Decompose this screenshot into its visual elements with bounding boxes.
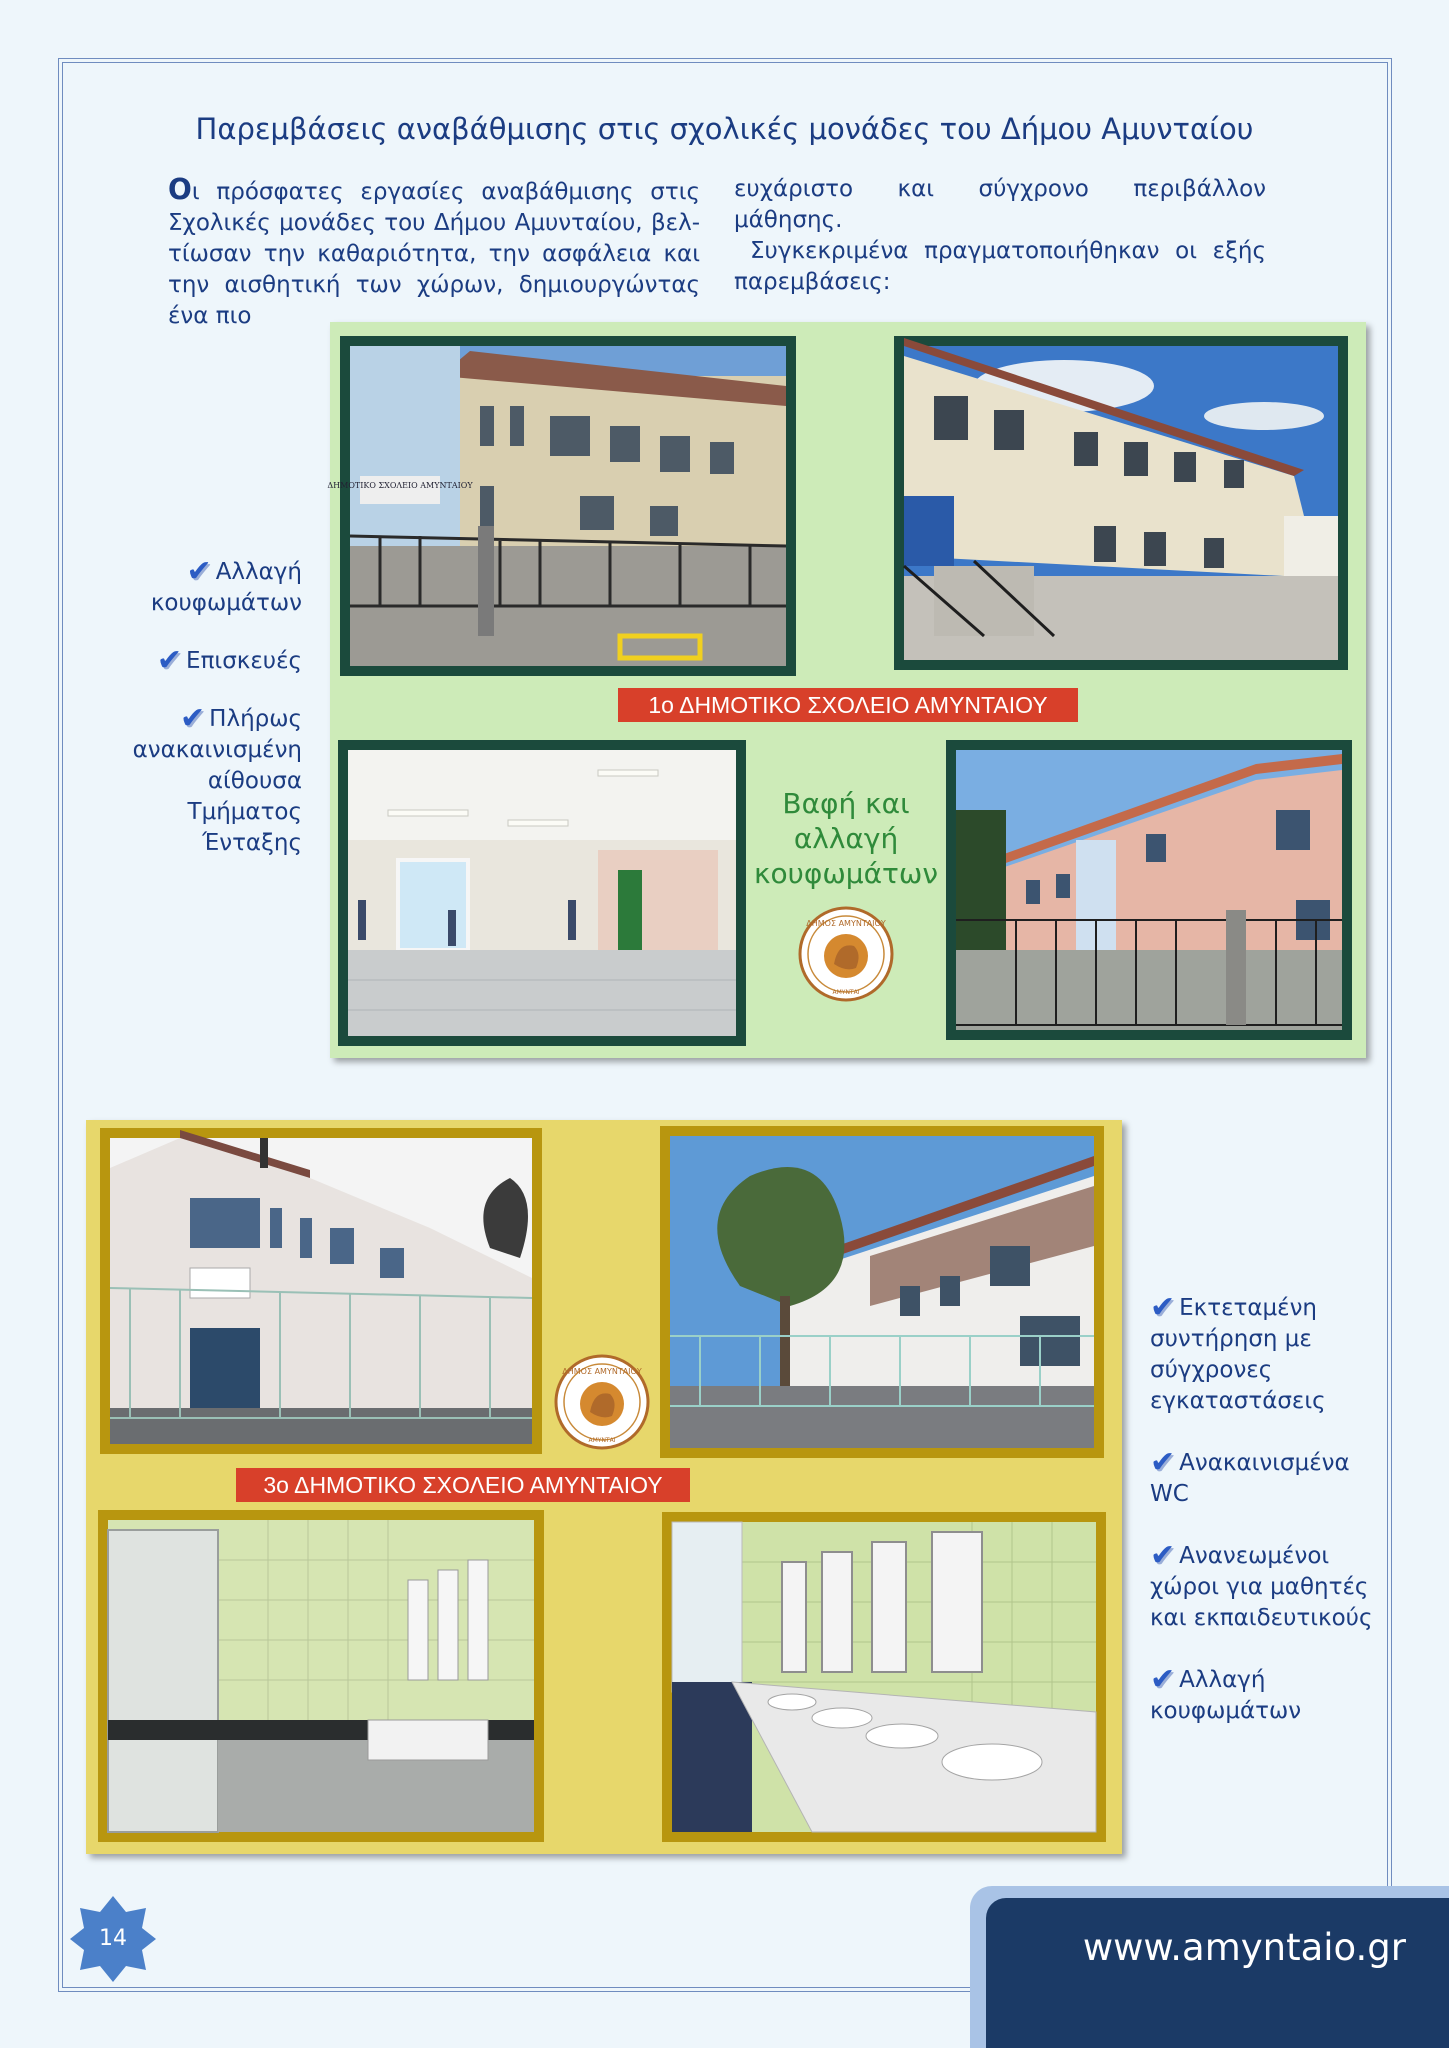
svg-text:ΔΗΜΟΤΙΚΟ ΣΧΟΛΕΙΟ ΑΜΥΝΤΑΙΟΥ: ΔΗΜΟΤΙΚΟ ΣΧΟΛΕΙΟ ΑΜΥΝΤΑΙΟΥ bbox=[327, 481, 473, 490]
school1-exterior-photo-1 bbox=[327, 336, 796, 676]
school1-bullet-list bbox=[120, 556, 302, 885]
school3-restroom-photo-2 bbox=[662, 1512, 1106, 1842]
school3-bullet-list bbox=[1150, 1292, 1390, 1757]
page-number-badge bbox=[68, 1894, 158, 1984]
intro-left-text: ι πρόσφατες εργασίες αναβάθμισης στις Σχολικές μονάδες του Δήμου Αμυνταίου, βελ-τίωσαν την καθαριότητα, την ασφάλεια και την αισθητική των χώρων, δημιουργώντας ένα πιο bbox=[168, 179, 700, 329]
bullet-item: ✔ Αλλαγή κουφωμάτων bbox=[1150, 1662, 1302, 1724]
bullet-item: ✔ Επισκευές bbox=[156, 643, 302, 678]
school1-exterior-photo-2 bbox=[894, 336, 1348, 670]
checkmark-icon: ✔ bbox=[186, 554, 212, 589]
bullet-item: ✔ Αλλαγή κουφωμάτων bbox=[150, 554, 302, 616]
bullet-item: ✔ Εκτεταμένη συντήρηση με σύγχρονες εγκαταστάσεις bbox=[1150, 1290, 1326, 1414]
footer-block bbox=[986, 1898, 1449, 2048]
municipality-seal-icon bbox=[798, 906, 894, 1002]
municipality-seal-icon bbox=[554, 1354, 650, 1450]
school1-painted-facade-photo bbox=[946, 740, 1352, 1040]
bullet-item: ✔ Πλήρως ανακαινισμένη αίθουσα Τμήματος Ένταξης bbox=[132, 701, 302, 856]
bullet-item: ✔ Ανανεωμένοι χώροι για μαθητές και εκπαιδευτικούς bbox=[1150, 1538, 1373, 1631]
intro-right-column bbox=[734, 174, 1266, 298]
checkmark-icon: ✔ bbox=[1150, 1445, 1176, 1480]
intro-right-paragraph-2: Συγκεκριμένα πραγματοποιήθηκαν οι εξής παρεμβάσεις: bbox=[734, 238, 1266, 295]
svg-text:ΑΜΥΝΤΑΙ: ΑΜΥΝΤΑΙ bbox=[832, 989, 860, 996]
school1-caption: Βαφή και αλλαγή κουφωμάτων bbox=[754, 787, 938, 890]
checkmark-icon: ✔ bbox=[1150, 1538, 1176, 1573]
website-link[interactable]: www.amyntaio.gr bbox=[1082, 1926, 1406, 1969]
svg-text:ΔΗΜΟΣ ΑΜΥΝΤΑΙΟΥ: ΔΗΜΟΣ ΑΜΥΝΤΑΙΟΥ bbox=[806, 919, 886, 928]
school3-exterior-photo-1 bbox=[100, 1128, 542, 1454]
page-number: 14 bbox=[99, 1926, 127, 1951]
school3-restroom-photo-1 bbox=[98, 1510, 544, 1842]
svg-text:ΔΗΜΟΣ ΑΜΥΝΤΑΙΟΥ: ΔΗΜΟΣ ΑΜΥΝΤΑΙΟΥ bbox=[562, 1367, 642, 1376]
school3-exterior-photo-2 bbox=[660, 1126, 1104, 1458]
intro-left-column bbox=[168, 174, 700, 332]
checkmark-icon: ✔ bbox=[156, 643, 183, 678]
checkmark-icon: ✔ bbox=[1150, 1290, 1176, 1325]
intro-right-paragraph-1: ευχάριστο και σύγχρονο περιβάλλον μάθησης. bbox=[734, 176, 1266, 233]
page-title: Παρεμβάσεις αναβάθμισης στις σχολικές μονάδες του Δήμου Αμυνταίου bbox=[195, 112, 1254, 146]
checkmark-icon: ✔ bbox=[1150, 1662, 1176, 1697]
svg-text:ΑΜΥΝΤΑΙ: ΑΜΥΝΤΑΙ bbox=[588, 1437, 616, 1444]
school3-sign bbox=[190, 1268, 250, 1298]
school3-name-banner: 3ο ΔΗΜΟΤΙΚΟ ΣΧΟΛΕΙΟ ΑΜΥΝΤΑΙΟΥ bbox=[236, 1468, 690, 1502]
school1-classroom-photo bbox=[338, 740, 746, 1046]
drop-cap: Ο bbox=[168, 173, 192, 206]
checkmark-icon: ✔ bbox=[180, 701, 206, 736]
bullet-item: ✔ Ανακαινισμένα WC bbox=[1150, 1445, 1350, 1507]
school1-name-banner: 1ο ΔΗΜΟΤΙΚΟ ΣΧΟΛΕΙΟ ΑΜΥΝΤΑΙΟΥ bbox=[618, 688, 1078, 722]
